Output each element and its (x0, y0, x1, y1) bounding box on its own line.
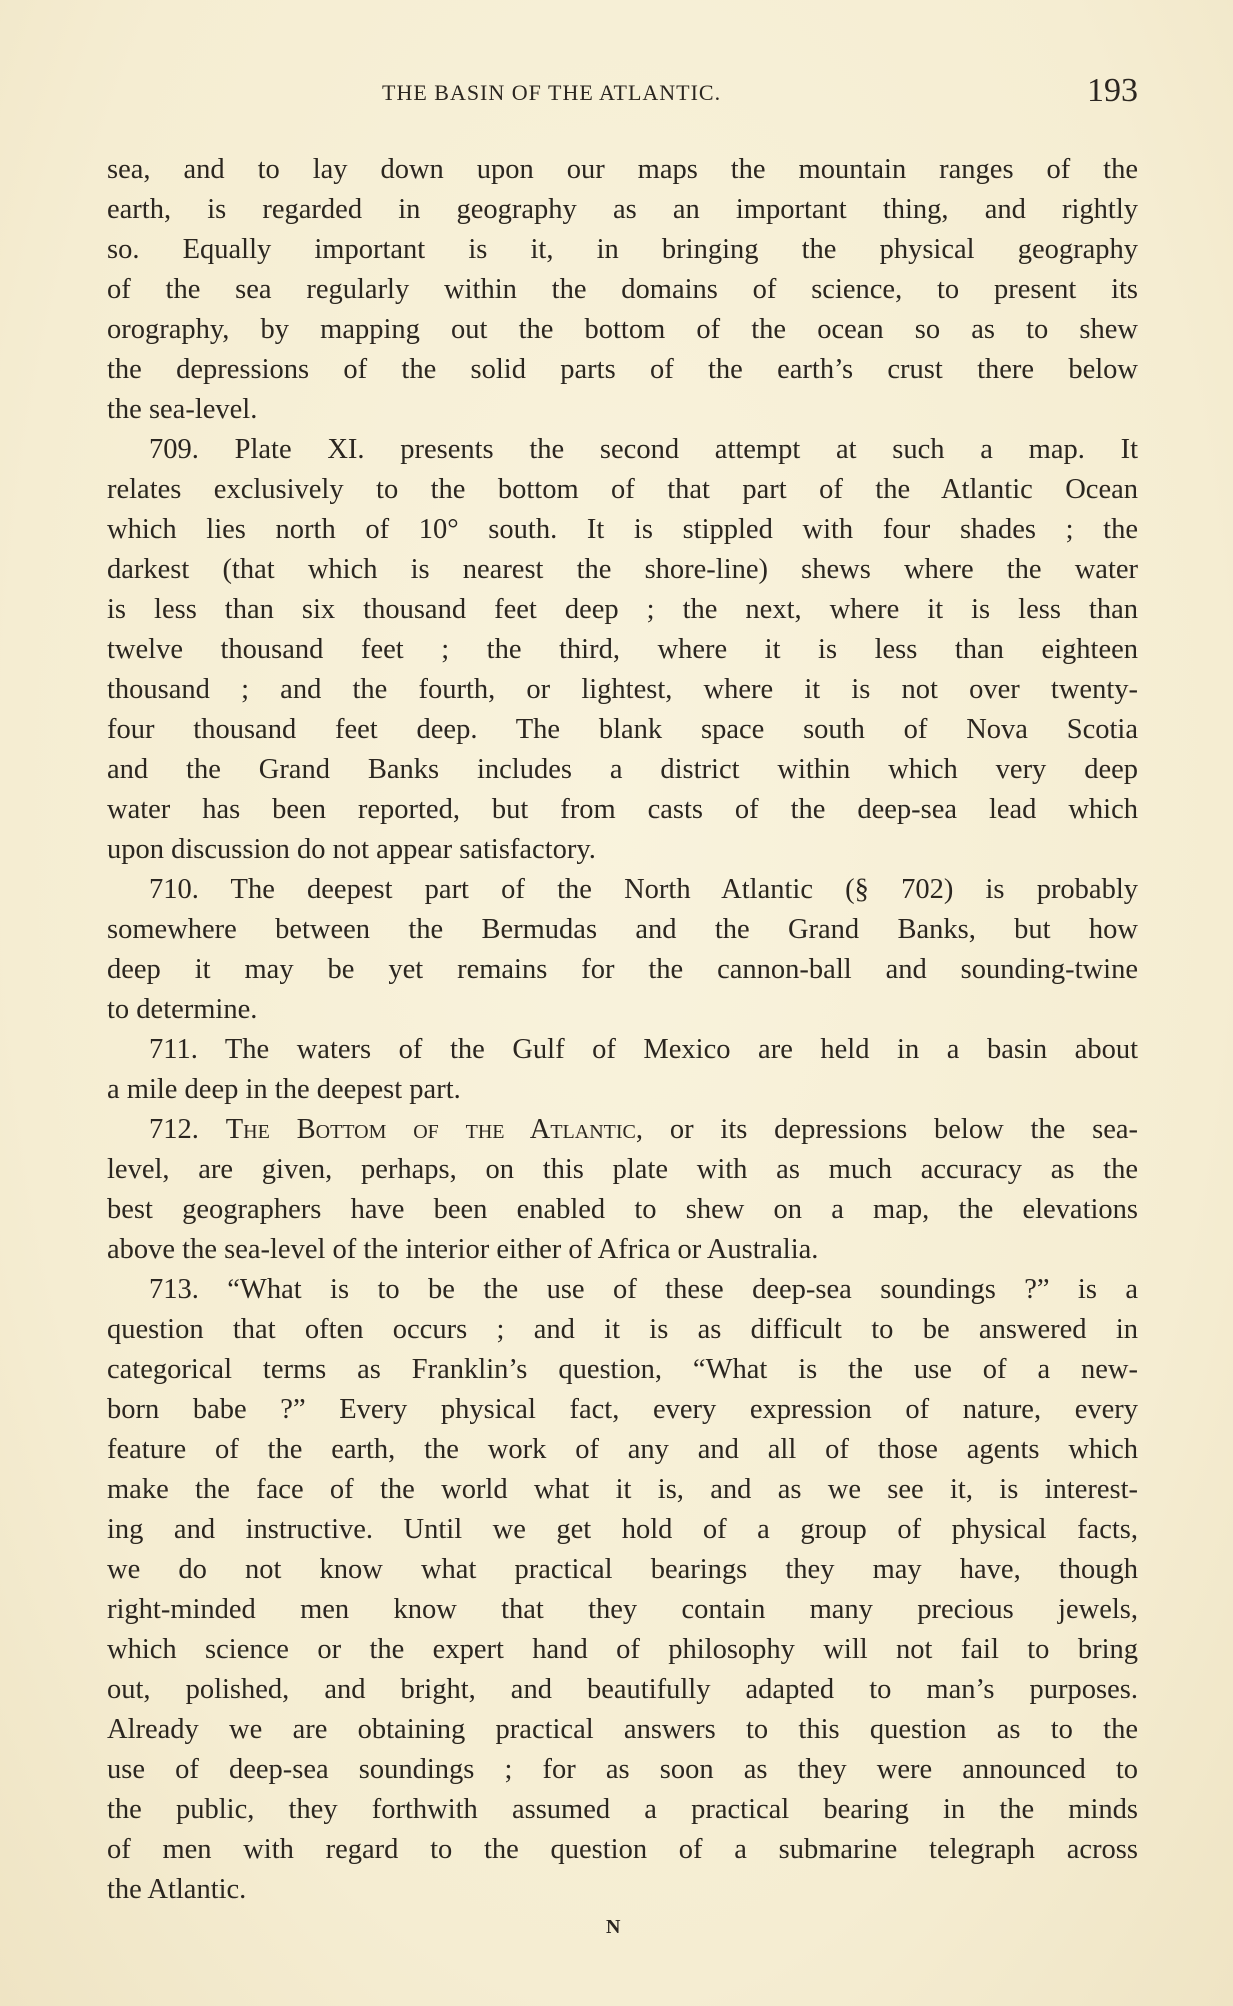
text-line: question that often occurs ; and it is as difficult to be answered in (107, 1314, 1138, 1345)
text-line: out, polished, and bright, and beautifully adapted to man’s purposes. (107, 1674, 1138, 1705)
text-line: level, are given, perhaps, on this plate with as much accuracy as the (107, 1154, 1138, 1185)
text-line: use of deep-sea soundings ; for as soon as they were announced to (107, 1754, 1138, 1785)
line-segment-rest: or its depressions below the sea- (669, 1114, 1138, 1145)
text-line: somewhere between the Bermudas and the Grand Banks, but how (107, 914, 1138, 945)
text-line: ing and instructive. Until we get hold of a group of physical facts, (107, 1514, 1138, 1545)
text-line: feature of the earth, the work of any and all of those agents which (107, 1434, 1138, 1465)
text-line: born babe ?” Every physical fact, every expression of nature, every (107, 1394, 1138, 1425)
text-line: deep it may be yet remains for the cannon-ball and sounding-twine (107, 954, 1138, 985)
running-head-title: THE BASIN OF THE ATLANTIC. (382, 80, 722, 105)
text-line: twelve thousand feet ; the third, where it is less than eighteen (107, 634, 1138, 665)
paragraph (107, 1110, 1138, 1270)
text-line: 711. The waters of the Gulf of Mexico are held in a basin about (149, 1034, 1138, 1065)
text-line: categorical terms as Franklin’s question, “What is the use of a new- (107, 1354, 1138, 1385)
line-segment-number: 712. (149, 1114, 199, 1145)
text-line: 709. Plate XI. presents the second attempt at such a map. It (149, 434, 1138, 465)
text-line: sea, and to lay down upon our maps the mountain ranges of the (107, 154, 1138, 185)
text-line: relates exclusively to the bottom of that part of the Atlantic Ocean (107, 474, 1138, 505)
text-line: four thousand feet deep. The blank space south of Nova Scotia (107, 714, 1138, 745)
text-line: water has been reported, but from casts of the deep-sea lead which (107, 794, 1138, 825)
text-line: the Atlantic. (107, 1874, 247, 1905)
page-number: 193 (1087, 72, 1138, 109)
text-line: is less than six thousand feet deep ; the next, where it is less than (107, 594, 1138, 625)
text-line: the sea-level. (107, 394, 258, 425)
text-line: right-minded men know that they contain many precious jewels, (107, 1594, 1138, 1625)
line-segment-small-caps: The Bottom of the Atlantic, (225, 1114, 643, 1145)
paragraph (107, 1030, 1138, 1110)
text-line: earth, is regarded in geography as an important thing, and rightly (107, 194, 1138, 225)
text-line: which lies north of 10° south. It is stippled with four shades ; the (107, 514, 1138, 545)
paragraph (107, 150, 1138, 430)
paragraph (107, 870, 1138, 1030)
text-line: we do not know what practical bearings they may have, though (107, 1554, 1138, 1585)
text-line: of men with regard to the question of a submarine telegraph across (107, 1834, 1138, 1865)
body-text (107, 150, 1138, 1910)
text-line: so. Equally important is it, in bringing the physical geography (107, 234, 1138, 265)
paragraph (107, 430, 1138, 870)
text-line: and the Grand Banks includes a district within which very deep (107, 754, 1138, 785)
signature-mark: N (606, 1916, 621, 1938)
text-line: above the sea-level of the interior either of Africa or Australia. (107, 1234, 819, 1265)
text-line: Already we are obtaining practical answers to this question as to the (107, 1714, 1138, 1745)
text-line: 713. “What is to be the use of these deep-sea soundings ?” is a (149, 1274, 1138, 1305)
running-head (107, 72, 1138, 112)
text-line: make the face of the world what it is, and as we see it, is interest- (107, 1474, 1138, 1505)
text-line: a mile deep in the deepest part. (107, 1074, 461, 1105)
text-line: the depressions of the solid parts of the earth’s crust there below (107, 354, 1138, 385)
text-line: 710. The deepest part of the North Atlantic (§ 702) is probably (149, 874, 1138, 905)
text-line: of the sea regularly within the domains of science, to present its (107, 274, 1138, 305)
text-line: the public, they forthwith assumed a practical bearing in the minds (107, 1794, 1138, 1825)
text-line (107, 1110, 1138, 1150)
text-line: to determine. (107, 994, 258, 1025)
text-line: darkest (that which is nearest the shore-line) shews where the water (107, 554, 1138, 585)
paragraph (107, 1270, 1138, 1910)
text-line: best geographers have been enabled to shew on a map, the elevations (107, 1194, 1138, 1225)
text-line: upon discussion do not appear satisfactory. (107, 834, 596, 865)
text-line: thousand ; and the fourth, or lightest, where it is not over twenty- (107, 674, 1138, 705)
text-line: which science or the expert hand of philosophy will not fail to bring (107, 1634, 1138, 1665)
text-line: orography, by mapping out the bottom of the ocean so as to shew (107, 314, 1138, 345)
